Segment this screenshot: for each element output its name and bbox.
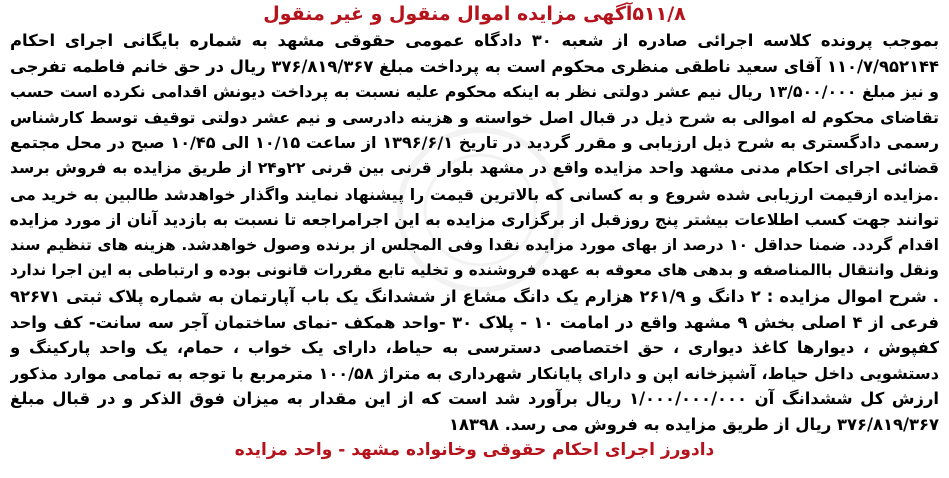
notice-line: .مزایده ازقیمت ارزیابی شده شروع و به کسانی که بالاترین قیمت را پیشنهاد نمایند واگذار خواهدشد طالبین به خرید می [10, 184, 939, 204]
notice-line: کفپوش ، دیوارها کاغذ دیواری ، حق اختصاصی دسترسی به حیاط، دارای یک خواب ، حمام، یک واحد پارکینگ و [10, 338, 939, 358]
notice-line: ۱۱۰/۷/۹۵۲۱۴۴ آقای سعید ناطقی منظری محکوم است به پرداخت مبلغ ۳۷۶/۸۱۹/۳۶۷ ریال در حق خانم فاطمه تفرجی [10, 56, 939, 76]
notice-line: فرعی از ۴ اصلی بخش ۹ مشهد واقع در امامت ۱۰ - پلاک ۳۰ -واحد همکف -نمای ساختمان آجر سه سانت- کف واحد [10, 312, 939, 332]
notice-line: ۳۷۶/۸۱۹/۳۶۷ ریال از طریق مزایده به فروش می رسد. ۱۸۳۹۸ [448, 414, 939, 434]
notice-line: و نیز مبلغ ۱۳/۵۰۰/۰۰۰ ریال نیم عشر دولتی نظر به اینکه محکوم علیه نسبت به پرداخت دیونش اقدامی نکرده است حسب [10, 82, 939, 102]
notice-line: دستشویی داخل حیاط، آشپزخانه اپن و دارای پایانکار شهرداری به متراژ ۱۰۰/۵۸ مترمربع با توجه به تمامی موارد مذکور [10, 363, 939, 383]
notice-line: تقاضای محکوم له اموالی به شرح ذیل در قبال اصل خواسته و هزینه دادرسی و نیم عشر دولتی توقیف توسط کارشناس [10, 107, 939, 127]
notice-signature: دادورز اجرای احکام حقوقی وخانواده مشهد - واحد مزایده [234, 439, 715, 460]
notice-line: ونقل وانتقال باالمناصفه و بدهی های معوقه به عهده فروشنده و تخلیه تابع مقررات قانونی بوده و ارتباطی به این اجرا ندارد [10, 261, 939, 280]
notice-body [10, 28, 939, 438]
notice-line: توانند جهت کسب اطلاعات بیشتر پنج روزقبل از برگزاری مزایده به این اجرامراجعه تا نسبت به بازدید آنان از مورد مزایده [10, 210, 939, 230]
notice-line: اقدام گردد. ضمنا حداقل ۱۰ درصد از بهای مورد مزایده نقدا وفی المجلس از برنده وصول خواهدشد. هزینه های تنظیم سند [10, 235, 939, 254]
notice-line: رسمی دادگستری به شرح ذیل ارزیابی و مقرر گردید در تاریخ ۱۳۹۶/۶/۱ از ساعت ۱۰/۱۵ الی ۱۰/۴۵ صبح در محل مجتمع [10, 133, 939, 153]
notice-line: ارزش کل ششدانگ آن ۱/۰۰۰/۰۰۰/۰۰۰ ریال برآورد شد است که از این مقدار به میزان فوق الذکر و در قبال مبلغ [10, 389, 939, 409]
notice-title: ۵۱۱/۸آگهی مزایده اموال منقول و غیر منقول [263, 3, 686, 25]
notice-line: قضائی اجرای احکام مدنی مشهد واحد مزایده واقع در مشهد بلوار قرنی بین قرنی ۲۲و۲۴ از طریق مزایده به فروش برسد [10, 158, 939, 177]
notice-line: . شرح اموال مزایده : ۲ دانگ و ۲۶۱/۹ هزارم یک دانگ مشاع از ششدانگ یک باب آپارتمان به شماره پلاک ثبتی ۹۲۶۷۱ [10, 286, 939, 306]
notice-line: بموجب پرونده کلاسه اجرائی صادره از شعبه ۳۰ دادگاه عمومی حقوقی مشهد به شماره بایگانی اجرای احکام [10, 31, 939, 50]
